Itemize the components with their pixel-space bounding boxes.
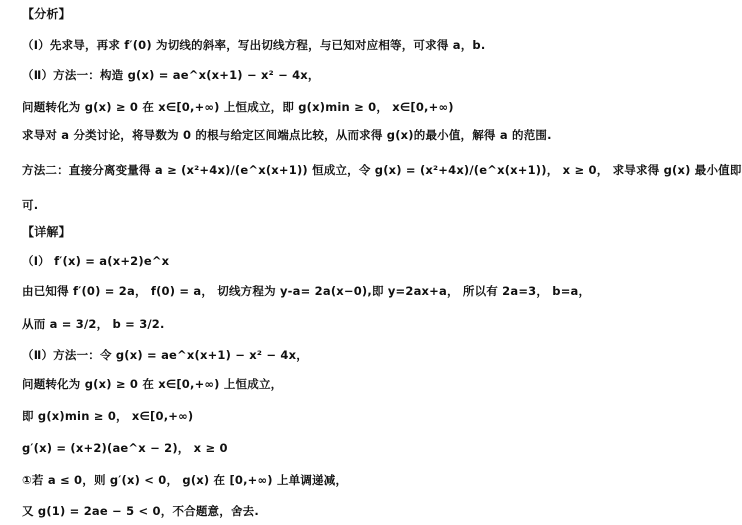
analysis-part-1: （Ⅰ）先求导，再求 f′(0) 为切线的斜率，写出切线方程，与已知对应相等，可求得 a，b. (22, 38, 486, 52)
detail-part-1-derivative: （Ⅰ） f′(x) = a(x+2)e^x (22, 254, 170, 268)
analysis-part-2-method-1: （Ⅱ）方法一：构造 g(x) = ae^x(x+1) − x² − 4x， (22, 68, 320, 82)
detail-heading: 【详解】 (22, 225, 71, 239)
detail-min-condition: 即 g(x)min ≥ 0， x∈[0,+∞) (22, 409, 194, 423)
detail-contradiction: 又 g(1) = 2ae − 5 < 0，不合题意，舍去. (22, 504, 259, 518)
analysis-heading: 【分析】 (22, 7, 71, 21)
detail-part-1-tangent: 由已知得 f′(0) = 2a， f(0) = a， 切线方程为 y-a= 2a(x−0),即 y=2ax+a， 所以有 2a=3， b=a， (22, 284, 591, 298)
detail-derivative: g′(x) = (x+2)(ae^x − 2)， x ≥ 0 (22, 441, 228, 455)
analysis-method-2: 方法二：直接分离变量得 a ≥ (x²+4x)/(e^x(x+1)) 恒成立，令 g(x) = (x²+4x)/(e^x(x+1))， x ≥ 0， 求导求得 g(x) 最小值即 (22, 163, 742, 177)
analysis-derivative-discussion: 求导对 a 分类讨论，将导数为 0 的根与给定区间端点比较，从而求得 g(x)的最小值，解得 a 的范围. (22, 128, 552, 142)
analysis-method-2-end: 可. (22, 198, 39, 212)
detail-part-2-method-1: （Ⅱ）方法一：令 g(x) = ae^x(x+1) − x² − 4x， (22, 348, 308, 362)
detail-part-1-result: 从而 a = 3/2， b = 3/2. (22, 317, 165, 331)
detail-case-a-nonpositive: ①若 a ≤ 0，则 g′(x) < 0， g(x) 在 [0,+∞) 上单调递减， (22, 473, 348, 487)
detail-transform: 问题转化为 g(x) ≥ 0 在 x∈[0,+∞) 上恒成立， (22, 377, 283, 391)
analysis-transform: 问题转化为 g(x) ≥ 0 在 x∈[0,+∞) 上恒成立，即 g(x)min ≥ 0， x∈[0,+∞) (22, 100, 454, 114)
